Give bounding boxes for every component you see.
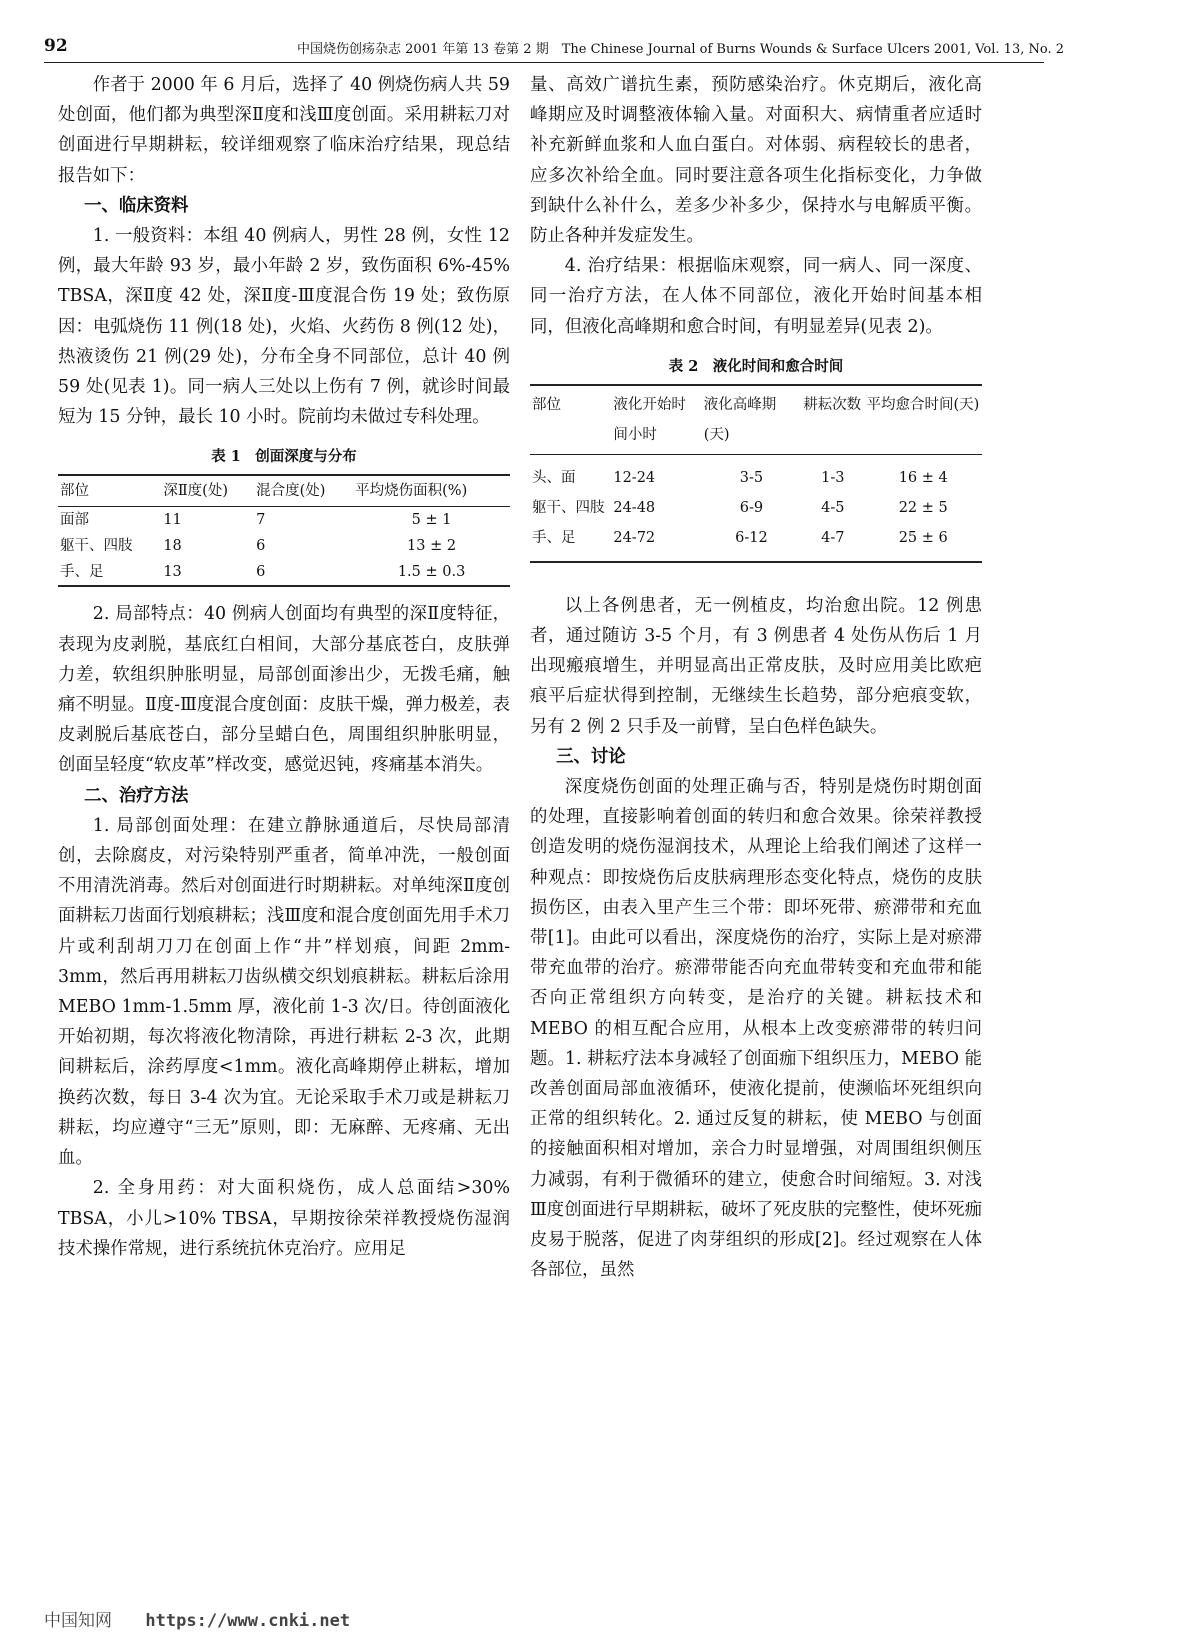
general-data-paragraph: 1. 一般资料：本组 40 例病人，男性 28 例，女性 12 例，最大年龄 93 岁，最小年龄 2 岁，致伤面积 6%-45% TBSA，深Ⅱ度 42 处，深Ⅱ度-Ⅲ度混合伤 19 处；致伤原因：电弧烧伤 11 例(18 处)，火焰、火药伤 8 例(12 处)，热液烫伤 21 例(29 处)，分布全身不同部位，总计 40 例 59 处(见表 1)。同一病人三处以上伤有 7 例，就诊时间最短为 15 分钟，最长 10 小时。院前均未做过专科处理。: [58, 226, 510, 428]
table2-header-row: [530, 385, 982, 455]
table1-cell: 11: [163, 512, 182, 529]
table-row: [58, 507, 510, 534]
table2-header-cell: 液化开始时间小时: [611, 385, 701, 455]
table-row: [58, 559, 510, 586]
table2-cell: 6-12: [702, 523, 801, 562]
table1: [58, 474, 510, 587]
page-header: [44, 36, 1064, 63]
table2-cell: 4-5: [821, 499, 845, 516]
cnki-site-link[interactable]: https://www.cnki.net: [145, 1611, 351, 1631]
discussion-paragraph: 深度烧伤创面的处理正确与否，特别是烧伤时期创面的处理，直接影响着创面的转归和愈合效果。徐荣祥教授创造发明的烧伤湿润技术，从理论上给我们阐述了这样一种观点：即按烧伤后皮肤病理形态变化特点，烧伤的皮肤损伤区，由表入里产生三个带：即坏死带、瘀滞带和充血带[1]。由此可以看出，深度烧伤的治疗，实际上是对瘀滞带充血带的治疗。瘀滞带能否向充血带转变和充血带和能否向正常组织方向转变，是治疗的关键。耕耘技术和 MEBO 的相互配合应用，从根本上改变瘀滞带的转归问题。1. 耕耘疗法本身减轻了创面痂下组织压力，MEBO 能改善创面局部血液循环，使液化提前，使濒临坏死组织向正常的组织转化。2. 通过反复的耕耘，使 MEBO 与创面的接触面积相对增加，亲合力时显增强，对周围组织侧压力减弱，有利于微循环的建立，使愈合时间缩短。3. 对浅Ⅲ度创面进行早期耕耘，破坏了死皮肤的完整性，使坏死痂皮易于脱落，促进了肉芽组织的形成[2]。经过观察在人体各部位，虽然: [530, 777, 982, 1281]
right-column: [530, 70, 982, 1286]
table2-cell: 1-3: [821, 469, 845, 486]
table2-cell: 躯干、四肢: [532, 499, 605, 516]
table2-cell: 手、足: [530, 523, 611, 562]
table2-cell: 22 ± 5: [898, 499, 948, 516]
table2-cell: 24-72: [611, 523, 701, 562]
table1-header-cell: 混合度(处): [254, 475, 353, 507]
table1-cell: 7: [256, 512, 266, 529]
table1-header-cell: 深Ⅱ度(处): [161, 475, 254, 507]
table1-cell: 手、足: [58, 559, 161, 586]
local-wound-treatment-paragraph: 1. 局部创面处理：在建立静脉通道后，尽快局部清创，去除腐皮，对污染特别严重者，简单冲洗，一般创面不用清洗消毒。然后对创面进行时期耕耘。对单纯深Ⅱ度创面耕耘刀齿面行划痕耕耘；浅Ⅲ度和混合度创面先用手术刀片或利刮胡刀刀在创面上作“井”样划痕，间距 2mm-3mm，然后再用耕耘刀齿纵横交织划痕耕耘。耕耘后涂用 MEBO 1mm-1.5mm 厚，液化前 1-3 次/日。待创面液化开始初期，每次将液化物清除，再进行耕耘 2-3 次，此期间耕耘后，涂药厚度<1mm。液化高峰期停止耕耘，增加换药次数，每日 3-4 次为宜。无论采取手术刀或是耕耘刀耕耘，均应遵守“三无”原则，即：无麻醉、无疼痛、无出血。: [58, 815, 510, 1169]
table-row: [530, 493, 982, 523]
table2-caption: 表 2 液化时间和愈合时间: [668, 357, 844, 375]
table1-cell: 面部: [60, 512, 89, 529]
table2-cell: 6-9: [739, 499, 764, 516]
table-row: [58, 533, 510, 559]
table2-header-cell: 部位: [530, 385, 611, 455]
continued-paragraph: 量、高效广谱抗生素，预防感染治疗。休克期后，液化高峰期应及时调整液体输入量。对面积大、病情重者应适时补充新鲜血浆和人血白蛋白。对体弱、病程较长的患者，应多次补给全血。同时要注意各项生化指标变化，力争做到缺什么补什么，差多少补多少，保持水与电解质平衡。防止各种并发症发生。: [530, 75, 982, 247]
section-heading-treatment: 二、治疗方法: [84, 785, 189, 806]
journal-running-title: 中国烧伤创疡杂志 2001 年第 13 卷第 2 期 The Chinese Journal of Burns Wounds & Surface Ulcers 2001, Vol. 13, No. 2: [297, 42, 1064, 57]
left-column: [58, 70, 510, 1264]
systemic-medication-paragraph: 2. 全身用药：对大面积烧伤，成人总面结>30% TBSA，小儿>10% TBSA，早期按徐荣祥教授烧伤湿润技术操作常规，进行系统抗休克治疗。应用足: [58, 1178, 510, 1259]
table1-cell: 1.5 ± 0.3: [353, 559, 510, 586]
table2: [530, 384, 982, 563]
table2-cell: 25 ± 6: [864, 523, 982, 562]
cnki-brand: 中国知网: [44, 1611, 112, 1631]
table2-cell: 16 ± 4: [898, 469, 948, 486]
follow-up-paragraph: 以上各例患者，无一例植皮，均治愈出院。12 例患者，通过随访 3-5 个月，有 3 例患者 4 处伤从伤后 1 月出现瘢痕增生，并明显高出正常皮肤，及时应用美比欧疤痕平后症状得到控制，无继续生长趋势，部分疤痕变软，另有 2 例 2 只手及一前臂，呈白色样色缺失。: [530, 595, 982, 737]
table-row: [530, 523, 982, 562]
table2-cell: 头、面: [532, 469, 576, 486]
table1-header-row: [58, 475, 510, 507]
page-number: 92: [44, 36, 68, 56]
table2-header-cell: 平均愈合时间(天): [864, 385, 982, 455]
page-footer: [44, 1606, 350, 1631]
table2-cell: 12-24: [613, 469, 656, 486]
treatment-results-paragraph: 4. 治疗结果：根据临床观察，同一病人、同一深度、同一治疗方法，在人体不同部位，液化开始时间基本相同，但液化高峰期和愈合时间，有明显差异(见表 2)。: [530, 256, 982, 337]
table2-cell: 24-48: [613, 499, 656, 516]
table2-header-cell: 耕耘次数: [801, 385, 864, 455]
table1-cell: 5 ± 1: [411, 512, 452, 529]
table2-cell: 3-5: [739, 469, 764, 486]
table-row: [530, 454, 982, 493]
section-heading-discussion: 三、讨论: [556, 746, 626, 767]
table1-cell: 18: [163, 538, 182, 555]
table1-cell: 13 ± 2: [407, 538, 457, 555]
table1-header-cell: 部位: [58, 475, 161, 507]
table1-cell: 躯干、四肢: [60, 538, 133, 555]
table1-cell: 6: [254, 559, 353, 586]
local-features-paragraph: 2. 局部特点：40 例病人创面均有典型的深Ⅱ度特征，表现为皮剥脱，基底红白相间，大部分基底苍白，皮肤弹力差，软组织肿胀明显，局部创面渗出少，无拨毛痛，触痛不明显。Ⅱ度-Ⅲ度混合度创面：皮肤干燥，弹力极差，表皮剥脱后基底苍白，部分呈蜡白色，周围组织肿胀明显，创面呈轻度“软皮革”样改变，感觉迟钝，疼痛基本消失。: [58, 604, 510, 776]
table1-header-cell: 平均烧伤面积(%): [353, 475, 510, 507]
table1-cell: 6: [256, 538, 266, 555]
table1-cell: 13: [161, 559, 254, 586]
intro-paragraph: 作者于 2000 年 6 月后，选择了 40 例烧伤病人共 59 处创面，他们都为典型深Ⅱ度和浅Ⅲ度创面。采用耕耘刀对创面进行早期耕耘，较详细观察了临床治疗结果，现总结报告如下：: [58, 75, 510, 186]
section-heading-clinical-data: 一、临床资料: [84, 195, 189, 216]
table2-header-cell: 液化高峰期(天): [702, 385, 801, 455]
table1-caption: 表 1 创面深度与分布: [211, 448, 357, 466]
table2-cell: 4-7: [801, 523, 864, 562]
